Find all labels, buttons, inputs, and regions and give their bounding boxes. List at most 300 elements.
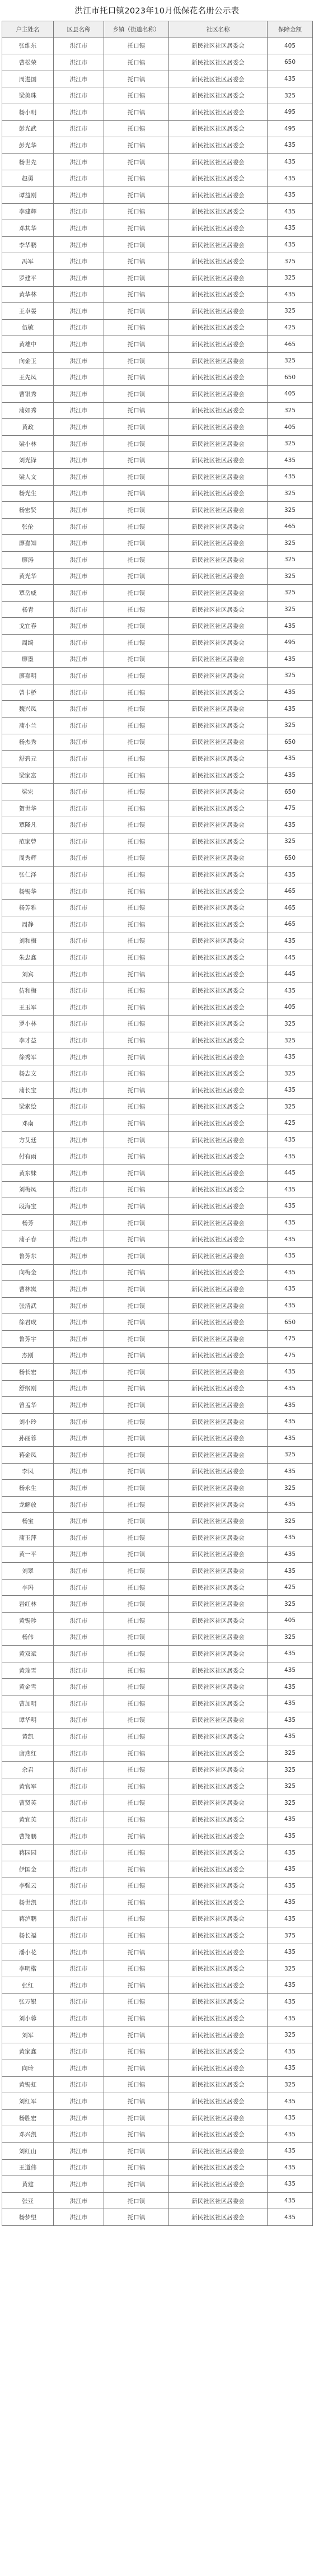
cell-amount: 435: [268, 1264, 313, 1281]
table-row: [2, 717, 313, 734]
table-row: [2, 850, 313, 867]
cell-household-head: 黄一平: [2, 1546, 54, 1563]
cell-town: 托口镇: [104, 1264, 169, 1281]
cell-amount: 325: [268, 352, 313, 369]
cell-town: 托口镇: [104, 1214, 169, 1231]
cell-amount: 325: [268, 1596, 313, 1613]
cell-county: 洪江市: [54, 751, 104, 767]
cell-county: 洪江市: [54, 2010, 104, 2027]
cell-amount: 495: [268, 634, 313, 651]
cell-community: 新民社区社区居委会: [169, 336, 268, 353]
cell-amount: 435: [268, 220, 313, 237]
cell-amount: 435: [268, 1413, 313, 1430]
cell-amount: 325: [268, 1032, 313, 1049]
cell-amount: 325: [268, 601, 313, 618]
cell-amount: 435: [268, 1878, 313, 1894]
cell-household-head: 杨宏贤: [2, 502, 54, 519]
cell-household-head: 鲁芳东: [2, 1247, 54, 1264]
cell-community: 新民社区社区居委会: [169, 2143, 268, 2160]
cell-household-head: 黄双斌: [2, 1646, 54, 1662]
cell-town: 托口镇: [104, 2126, 169, 2143]
cell-community: 新民社区社区居委会: [169, 1778, 268, 1795]
cell-household-head: 余君: [2, 1762, 54, 1778]
cell-county: 洪江市: [54, 2060, 104, 2077]
cell-household-head: 杨世先: [2, 153, 54, 170]
cell-community: 新民社区社区居委会: [169, 286, 268, 303]
cell-community: 新民社区社区居委会: [169, 1745, 268, 1762]
cell-amount: 325: [268, 1065, 313, 1082]
cell-town: 托口镇: [104, 1016, 169, 1032]
cell-town: 托口镇: [104, 1894, 169, 1911]
cell-county: 洪江市: [54, 1430, 104, 1447]
cell-town: 托口镇: [104, 1463, 169, 1480]
cell-county: 洪江市: [54, 1496, 104, 1513]
table-row: [2, 1082, 313, 1099]
cell-amount: 435: [268, 2043, 313, 2060]
cell-county: 洪江市: [54, 1115, 104, 1132]
cell-town: 托口镇: [104, 253, 169, 270]
cell-county: 洪江市: [54, 1082, 104, 1099]
table-row: [2, 220, 313, 237]
cell-community: 新民社区社区居委会: [169, 1049, 268, 1065]
cell-amount: 435: [268, 1281, 313, 1298]
cell-amount: 435: [268, 1662, 313, 1679]
cell-amount: 435: [268, 1861, 313, 1878]
cell-town: 托口镇: [104, 900, 169, 916]
cell-county: 洪江市: [54, 104, 104, 120]
cell-amount: 435: [268, 1198, 313, 1215]
table-row: [2, 502, 313, 519]
cell-community: 新民社区社区居委会: [169, 2176, 268, 2193]
cell-county: 洪江市: [54, 1679, 104, 1695]
cell-county: 洪江市: [54, 1563, 104, 1580]
table-row: [2, 568, 313, 585]
cell-county: 洪江市: [54, 1181, 104, 1198]
cell-community: 新民社区社区居委会: [169, 1828, 268, 1844]
cell-county: 洪江市: [54, 2109, 104, 2126]
cell-community: 新民社区社区居委会: [169, 1164, 268, 1181]
cell-household-head: 黄华林: [2, 286, 54, 303]
table-row: [2, 1148, 313, 1165]
cell-amount: 435: [268, 1082, 313, 1099]
table-row: [2, 1679, 313, 1695]
cell-amount: 435: [268, 1530, 313, 1546]
cell-town: 托口镇: [104, 1496, 169, 1513]
cell-community: 新民社区社区居委会: [169, 1330, 268, 1347]
cell-town: 托口镇: [104, 1695, 169, 1712]
table-row: [2, 651, 313, 668]
cell-community: 新民社区社区居委会: [169, 1314, 268, 1331]
cell-county: 洪江市: [54, 2159, 104, 2176]
cell-county: 洪江市: [54, 2043, 104, 2060]
cell-household-head: 杰刚: [2, 1347, 54, 1364]
table-row: [2, 867, 313, 883]
cell-county: 洪江市: [54, 187, 104, 203]
cell-household-head: 谭华明: [2, 1712, 54, 1729]
cell-amount: 650: [268, 734, 313, 751]
cell-town: 托口镇: [104, 1049, 169, 1065]
table-row: [2, 369, 313, 386]
cell-household-head: 戈宜春: [2, 618, 54, 635]
cell-county: 洪江市: [54, 419, 104, 436]
cell-amount: 435: [268, 701, 313, 718]
cell-town: 托口镇: [104, 1993, 169, 2010]
table-row: [2, 435, 313, 452]
cell-county: 洪江市: [54, 54, 104, 71]
table-row: [2, 2209, 313, 2226]
cell-household-head: 赵勇: [2, 170, 54, 187]
cell-amount: 435: [268, 1993, 313, 2010]
cell-household-head: 黄东妹: [2, 1164, 54, 1181]
cell-community: 新民社区社区居委会: [169, 1894, 268, 1911]
cell-county: 洪江市: [54, 1032, 104, 1049]
cell-household-head: 谭益刚: [2, 187, 54, 203]
cell-county: 洪江市: [54, 585, 104, 602]
cell-town: 托口镇: [104, 1098, 169, 1115]
cell-community: 新民社区社区居委会: [169, 1712, 268, 1729]
table-body: [2, 38, 313, 2225]
cell-amount: 650: [268, 784, 313, 800]
cell-town: 托口镇: [104, 2060, 169, 2077]
table-row: [2, 1397, 313, 1414]
cell-amount: 495: [268, 120, 313, 137]
cell-town: 托口镇: [104, 1115, 169, 1132]
cell-amount: 650: [268, 850, 313, 867]
cell-town: 托口镇: [104, 236, 169, 253]
cell-community: 新民社区社区居委会: [169, 1082, 268, 1099]
cell-community: 新民社区社区居委会: [169, 1530, 268, 1546]
cell-county: 洪江市: [54, 552, 104, 569]
cell-county: 洪江市: [54, 634, 104, 651]
cell-household-head: 李玛: [2, 1579, 54, 1596]
cell-town: 托口镇: [104, 1297, 169, 1314]
cell-community: 新民社区社区居委会: [169, 833, 268, 850]
cell-county: 洪江市: [54, 2093, 104, 2110]
cell-county: 洪江市: [54, 38, 104, 54]
cell-county: 洪江市: [54, 2076, 104, 2093]
cell-town: 托口镇: [104, 1546, 169, 1563]
cell-household-head: 杨永生: [2, 1480, 54, 1497]
cell-county: 洪江市: [54, 203, 104, 220]
cell-community: 新民社区社区居委会: [169, 2126, 268, 2143]
table-row: [2, 800, 313, 817]
table-row: [2, 2060, 313, 2077]
cell-community: 新民社区社区居委会: [169, 900, 268, 916]
cell-amount: 465: [268, 916, 313, 933]
cell-household-head: 舒碧元: [2, 751, 54, 767]
cell-amount: 325: [268, 1778, 313, 1795]
cell-town: 托口镇: [104, 1131, 169, 1148]
cell-county: 洪江市: [54, 1447, 104, 1464]
table-row: [2, 1016, 313, 1032]
cell-household-head: 刘小玲: [2, 1413, 54, 1430]
cell-town: 托口镇: [104, 2109, 169, 2126]
cell-amount: 435: [268, 618, 313, 635]
table-row: [2, 1496, 313, 1513]
cell-household-head: 王卓晏: [2, 303, 54, 320]
cell-community: 新民社区社区居委会: [169, 485, 268, 502]
cell-household-head: 张伦: [2, 518, 54, 535]
cell-county: 洪江市: [54, 867, 104, 883]
cell-town: 托口镇: [104, 1613, 169, 1629]
cell-town: 托口镇: [104, 54, 169, 71]
table-row: [2, 1297, 313, 1314]
cell-county: 洪江市: [54, 1281, 104, 1298]
table-row: [2, 1065, 313, 1082]
cell-community: 新民社区社区居委会: [169, 552, 268, 569]
cell-county: 洪江市: [54, 1579, 104, 1596]
cell-amount: 435: [268, 1828, 313, 1844]
table-row: [2, 1314, 313, 1331]
table-row: [2, 1181, 313, 1198]
cell-town: 托口镇: [104, 120, 169, 137]
cell-county: 洪江市: [54, 1745, 104, 1762]
table-row: [2, 1778, 313, 1795]
cell-county: 洪江市: [54, 518, 104, 535]
cell-county: 洪江市: [54, 386, 104, 403]
cell-household-head: 向玲: [2, 2060, 54, 2077]
cell-town: 托口镇: [104, 767, 169, 784]
cell-household-head: 黄凯: [2, 1729, 54, 1745]
cell-town: 托口镇: [104, 2159, 169, 2176]
table-row: [2, 1032, 313, 1049]
cell-amount: 435: [268, 1911, 313, 1927]
table-row: [2, 2076, 313, 2093]
cell-amount: 375: [268, 1927, 313, 1944]
cell-county: 洪江市: [54, 2192, 104, 2209]
cell-household-head: 杨世凯: [2, 1894, 54, 1911]
cell-amount: 435: [268, 1977, 313, 1994]
cell-community: 新民社区社区居委会: [169, 1762, 268, 1778]
cell-amount: 325: [268, 1513, 313, 1530]
header-household-head: 户主姓名: [2, 21, 54, 38]
cell-county: 洪江市: [54, 784, 104, 800]
table-row: [2, 833, 313, 850]
table-row: [2, 1613, 313, 1629]
cell-community: 新民社区社区居委会: [169, 402, 268, 419]
table-row: [2, 618, 313, 635]
cell-household-head: 曹贤英: [2, 1795, 54, 1811]
cell-community: 新民社区社区居委会: [169, 153, 268, 170]
cell-amount: 435: [268, 767, 313, 784]
cell-community: 新民社区社区居委会: [169, 933, 268, 949]
table-row: [2, 1828, 313, 1844]
cell-household-head: 廖嘉知: [2, 535, 54, 552]
cell-amount: 435: [268, 2209, 313, 2226]
table-row: [2, 817, 313, 833]
cell-community: 新民社区社区居委会: [169, 419, 268, 436]
cell-county: 洪江市: [54, 253, 104, 270]
cell-household-head: 覃岳威: [2, 585, 54, 602]
table-row: [2, 1993, 313, 2010]
cell-amount: 325: [268, 435, 313, 452]
cell-county: 洪江市: [54, 1546, 104, 1563]
cell-household-head: 杨光生: [2, 485, 54, 502]
header-row: [2, 21, 313, 38]
cell-county: 洪江市: [54, 1778, 104, 1795]
cell-amount: 435: [268, 2010, 313, 2027]
cell-community: 新民社区社区居委会: [169, 319, 268, 336]
cell-amount: 425: [268, 1115, 313, 1132]
cell-county: 洪江市: [54, 1016, 104, 1032]
table-row: [2, 684, 313, 701]
cell-amount: 435: [268, 1844, 313, 1861]
cell-town: 托口镇: [104, 435, 169, 452]
cell-household-head: 李强云: [2, 1878, 54, 1894]
cell-amount: 435: [268, 469, 313, 486]
table-row: [2, 1977, 313, 1994]
cell-amount: 465: [268, 518, 313, 535]
cell-community: 新民社区社区居委会: [169, 1413, 268, 1430]
cell-town: 托口镇: [104, 1646, 169, 1662]
table-row: [2, 1513, 313, 1530]
cell-amount: 325: [268, 303, 313, 320]
cell-household-head: 黄瑞雪: [2, 1662, 54, 1679]
cell-community: 新民社区社区居委会: [169, 87, 268, 104]
cell-county: 洪江市: [54, 1513, 104, 1530]
cell-town: 托口镇: [104, 1413, 169, 1430]
table-row: [2, 153, 313, 170]
cell-amount: 325: [268, 402, 313, 419]
cell-community: 新民社区社区居委会: [169, 982, 268, 999]
cell-county: 洪江市: [54, 153, 104, 170]
cell-town: 托口镇: [104, 1148, 169, 1165]
cell-county: 洪江市: [54, 1878, 104, 1894]
cell-community: 新民社区社区居委会: [169, 585, 268, 602]
cell-household-head: 黄金雪: [2, 1679, 54, 1695]
table-row: [2, 303, 313, 320]
cell-county: 洪江市: [54, 1662, 104, 1679]
cell-town: 托口镇: [104, 949, 169, 966]
cell-community: 新民社区社区居委会: [169, 1148, 268, 1165]
cell-county: 洪江市: [54, 170, 104, 187]
cell-county: 洪江市: [54, 900, 104, 916]
cell-household-head: 罗建平: [2, 269, 54, 286]
cell-community: 新民社区社区居委会: [169, 817, 268, 833]
cell-amount: 475: [268, 800, 313, 817]
cell-amount: 435: [268, 71, 313, 87]
cell-community: 新民社区社区居委会: [169, 1811, 268, 1828]
cell-amount: 435: [268, 1181, 313, 1198]
cell-town: 托口镇: [104, 137, 169, 154]
cell-household-head: 曹银秀: [2, 386, 54, 403]
table-row: [2, 668, 313, 684]
cell-town: 托口镇: [104, 833, 169, 850]
cell-household-head: 徐秀军: [2, 1049, 54, 1065]
cell-town: 托口镇: [104, 1347, 169, 1364]
cell-community: 新民社区社区居委会: [169, 1563, 268, 1580]
cell-household-head: 冯军: [2, 253, 54, 270]
table-row: [2, 187, 313, 203]
cell-amount: 435: [268, 1679, 313, 1695]
cell-community: 新民社区社区居委会: [169, 1795, 268, 1811]
cell-household-head: 张仁泽: [2, 867, 54, 883]
cell-town: 托口镇: [104, 1811, 169, 1828]
table-row: [2, 452, 313, 469]
cell-amount: 325: [268, 1795, 313, 1811]
cell-community: 新民社区社区居委会: [169, 568, 268, 585]
cell-county: 洪江市: [54, 319, 104, 336]
cell-town: 托口镇: [104, 336, 169, 353]
cell-community: 新民社区社区居委会: [169, 104, 268, 120]
cell-county: 洪江市: [54, 933, 104, 949]
cell-community: 新民社区社区居委会: [169, 236, 268, 253]
cell-amount: 405: [268, 38, 313, 54]
cell-town: 托口镇: [104, 618, 169, 635]
cell-community: 新民社区社区居委会: [169, 618, 268, 635]
cell-town: 托口镇: [104, 2093, 169, 2110]
cell-town: 托口镇: [104, 1513, 169, 1530]
header-county: 区县名称: [54, 21, 104, 38]
cell-amount: 435: [268, 2109, 313, 2126]
cell-amount: 325: [268, 568, 313, 585]
cell-community: 新民社区社区居委会: [169, 452, 268, 469]
cell-amount: 375: [268, 253, 313, 270]
cell-county: 洪江市: [54, 2027, 104, 2043]
cell-town: 托口镇: [104, 1579, 169, 1596]
cell-community: 新民社区社区居委会: [169, 187, 268, 203]
cell-county: 洪江市: [54, 717, 104, 734]
cell-amount: 435: [268, 170, 313, 187]
cell-household-head: 刘红山: [2, 2143, 54, 2160]
table-row: [2, 2010, 313, 2027]
table-row: [2, 1911, 313, 1927]
table-row: [2, 120, 313, 137]
cell-amount: 325: [268, 1629, 313, 1646]
cell-county: 洪江市: [54, 1729, 104, 1745]
cell-amount: 435: [268, 1811, 313, 1828]
cell-county: 洪江市: [54, 535, 104, 552]
cell-town: 托口镇: [104, 1380, 169, 1397]
cell-county: 洪江市: [54, 1977, 104, 1994]
cell-amount: 325: [268, 535, 313, 552]
cell-amount: 325: [268, 87, 313, 104]
table-row: [2, 1214, 313, 1231]
cell-town: 托口镇: [104, 1745, 169, 1762]
cell-town: 托口镇: [104, 104, 169, 120]
table-row: [2, 2109, 313, 2126]
cell-household-head: 彭光武: [2, 120, 54, 137]
cell-county: 洪江市: [54, 120, 104, 137]
cell-household-head: 龙解放: [2, 1496, 54, 1513]
cell-county: 洪江市: [54, 1264, 104, 1281]
cell-community: 新民社区社区居委会: [169, 1281, 268, 1298]
table-row: [2, 419, 313, 436]
cell-community: 新民社区社区居委会: [169, 269, 268, 286]
cell-household-head: 周进国: [2, 71, 54, 87]
cell-county: 洪江市: [54, 1795, 104, 1811]
cell-community: 新民社区社区居委会: [169, 1960, 268, 1977]
cell-amount: 435: [268, 867, 313, 883]
cell-town: 托口镇: [104, 1181, 169, 1198]
cell-amount: 435: [268, 1729, 313, 1745]
cell-community: 新民社区社区居委会: [169, 800, 268, 817]
cell-town: 托口镇: [104, 717, 169, 734]
cell-town: 托口镇: [104, 568, 169, 585]
cell-county: 洪江市: [54, 833, 104, 850]
table-row: [2, 552, 313, 569]
cell-household-head: 梁美珠: [2, 87, 54, 104]
cell-household-head: 覃隆凡: [2, 817, 54, 833]
cell-community: 新民社区社区居委会: [169, 1496, 268, 1513]
table-row: [2, 1762, 313, 1778]
cell-town: 托口镇: [104, 1530, 169, 1546]
cell-amount: 435: [268, 203, 313, 220]
cell-community: 新民社区社区居委会: [169, 1993, 268, 2010]
cell-community: 新民社区社区居委会: [169, 369, 268, 386]
cell-household-head: 杨芳: [2, 1214, 54, 1231]
header-community: 社区名称: [169, 21, 268, 38]
